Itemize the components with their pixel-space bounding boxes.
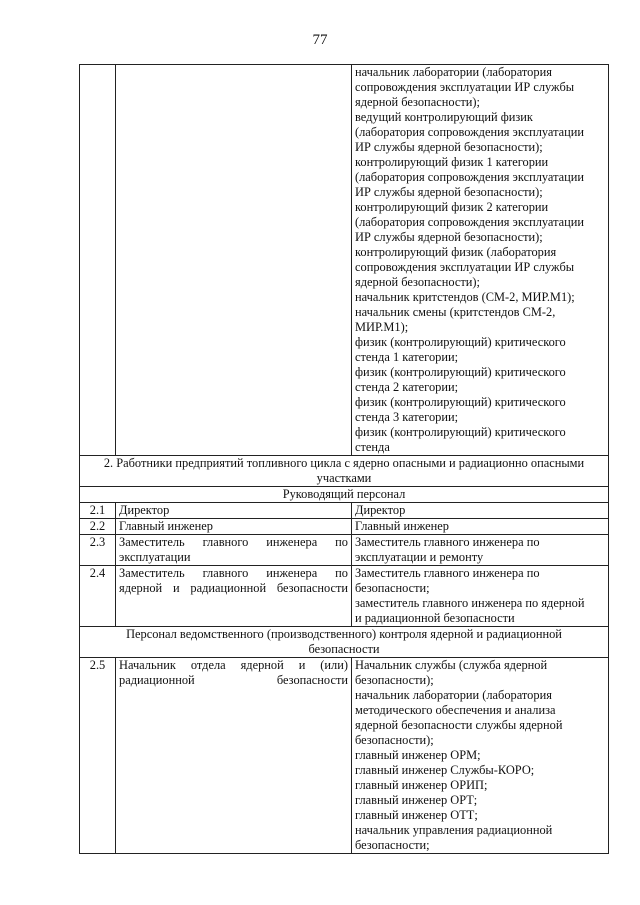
row-number: 2.5 xyxy=(80,658,116,854)
subheading-control-staff xyxy=(80,627,609,658)
equivalent-line: безопасности; xyxy=(355,581,430,595)
equivalent-line: (лаборатория сопровождения эксплуатации xyxy=(355,125,585,139)
equivalent-line: Начальник службы (служба ядерной xyxy=(355,658,548,672)
equivalent-line: главный инженер ОРИП; xyxy=(355,778,488,792)
equivalent-line: эксплуатации и ремонту xyxy=(355,550,484,564)
equivalent-line: стенда 1 категории; xyxy=(355,350,459,364)
equivalent-line: и радиационной безопасности xyxy=(355,611,515,625)
subheading-line: безопасности xyxy=(308,642,380,656)
row-number: 2.3 xyxy=(80,535,116,566)
subheading-row xyxy=(80,487,609,503)
equivalent-line: ИР службы ядерной безопасности); xyxy=(355,140,543,154)
table-row xyxy=(80,503,609,519)
equivalent-line: ядерной безопасности службы ядерной xyxy=(355,718,563,732)
table-row xyxy=(80,658,609,854)
cell-num xyxy=(80,65,116,456)
equivalent-position xyxy=(352,503,609,519)
equivalent-line: стенда xyxy=(355,440,390,454)
table-row xyxy=(80,535,609,566)
equivalent-line: Заместитель главного инженера по xyxy=(355,535,540,549)
cell-equivalent xyxy=(352,65,609,456)
equivalent-line: физик (контролирующий) критического xyxy=(355,425,566,439)
equivalent-line: (лаборатория сопровождения эксплуатации xyxy=(355,215,585,229)
equivalent-line: ядерной безопасности); xyxy=(355,275,480,289)
section-heading-row xyxy=(80,456,609,487)
row-number: 2.2 xyxy=(80,519,116,535)
equivalent-line: стенда 2 категории; xyxy=(355,380,459,394)
equivalent-line: безопасности); xyxy=(355,733,434,747)
position-name: Главный инженер xyxy=(116,519,352,535)
equivalent-line: Директор xyxy=(355,503,406,517)
equivalent-line: начальник смены (критстендов СМ-2, xyxy=(355,305,556,319)
equivalent-position xyxy=(352,658,609,854)
equivalent-line: главный инженер ОРМ; xyxy=(355,748,481,762)
equivalent-line: сопровождения эксплуатации ИР службы xyxy=(355,260,575,274)
subheading-row xyxy=(80,627,609,658)
table-row-continuation xyxy=(80,65,609,456)
equivalent-line: ведущий контролирующий физик xyxy=(355,110,533,124)
equivalent-line: начальник лаборатории (лаборатория xyxy=(355,65,552,79)
equivalent-line: Заместитель главного инженера по xyxy=(355,566,540,580)
row-number: 2.4 xyxy=(80,566,116,627)
equivalent-line: методического обеспечения и анализа xyxy=(355,703,556,717)
cell-position xyxy=(116,65,352,456)
equivalent-line: безопасности; xyxy=(355,838,430,852)
equivalent-line: ИР службы ядерной безопасности); xyxy=(355,230,543,244)
positions-table xyxy=(79,64,609,854)
position-name: Директор xyxy=(116,503,352,519)
equivalent-line: главный инженер Службы-КОРО; xyxy=(355,763,535,777)
equivalent-line: ядерной безопасности); xyxy=(355,95,480,109)
equivalent-line: контролирующий физик (лаборатория xyxy=(355,245,557,259)
equivalent-position xyxy=(352,566,609,627)
equivalent-line: сопровождения эксплуатации ИР службы xyxy=(355,80,575,94)
page-number: 77 xyxy=(312,32,328,48)
equivalent-position xyxy=(352,519,609,535)
equivalent-line: физик (контролирующий) критического xyxy=(355,335,566,349)
equivalent-position xyxy=(352,535,609,566)
section-heading-line: 2. Работники предприятий топливного цикла с ядерно опасными и радиационно опасными xyxy=(103,456,585,470)
equivalent-line: ИР службы ядерной безопасности); xyxy=(355,185,543,199)
equivalent-line: главный инженер ОТТ; xyxy=(355,808,478,822)
equivalent-line: Главный инженер xyxy=(355,519,449,533)
equivalent-line: физик (контролирующий) критического xyxy=(355,365,566,379)
section-heading-line: участками xyxy=(316,471,372,485)
equivalent-line: контролирующий физик 2 категории xyxy=(355,200,549,214)
table-row xyxy=(80,519,609,535)
section-heading xyxy=(80,456,609,487)
equivalent-line: МИР.М1); xyxy=(355,320,409,334)
subheading-leadership: Руководящий персонал xyxy=(80,487,609,503)
row-number: 2.1 xyxy=(80,503,116,519)
equivalent-line: безопасности); xyxy=(355,673,434,687)
equivalent-line: начальник управления радиационной xyxy=(355,823,553,837)
equivalent-line: стенда 3 категории; xyxy=(355,410,459,424)
equivalent-line: начальник лаборатории (лаборатория xyxy=(355,688,552,702)
equivalent-line: заместитель главного инженера по ядерной xyxy=(355,596,585,610)
equivalent-line: (лаборатория сопровождения эксплуатации xyxy=(355,170,585,184)
equivalent-line: контролирующий физик 1 категории xyxy=(355,155,549,169)
equivalent-line: физик (контролирующий) критического xyxy=(355,395,566,409)
equivalent-line: главный инженер ОРТ; xyxy=(355,793,478,807)
equivalent-line: начальник критстендов (СМ-2, МИР.М1); xyxy=(355,290,575,304)
position-name: Начальник отдела ядерной и (или) радиационной безопасности xyxy=(116,658,352,854)
table-row xyxy=(80,566,609,627)
subheading-line: Персонал ведомственного (производственного) контроля ядерной и радиационной xyxy=(126,627,562,641)
position-name: Заместитель главного инженера по эксплуатации xyxy=(116,535,352,566)
position-name: Заместитель главного инженера по ядерной и радиационной безопасности xyxy=(116,566,352,627)
